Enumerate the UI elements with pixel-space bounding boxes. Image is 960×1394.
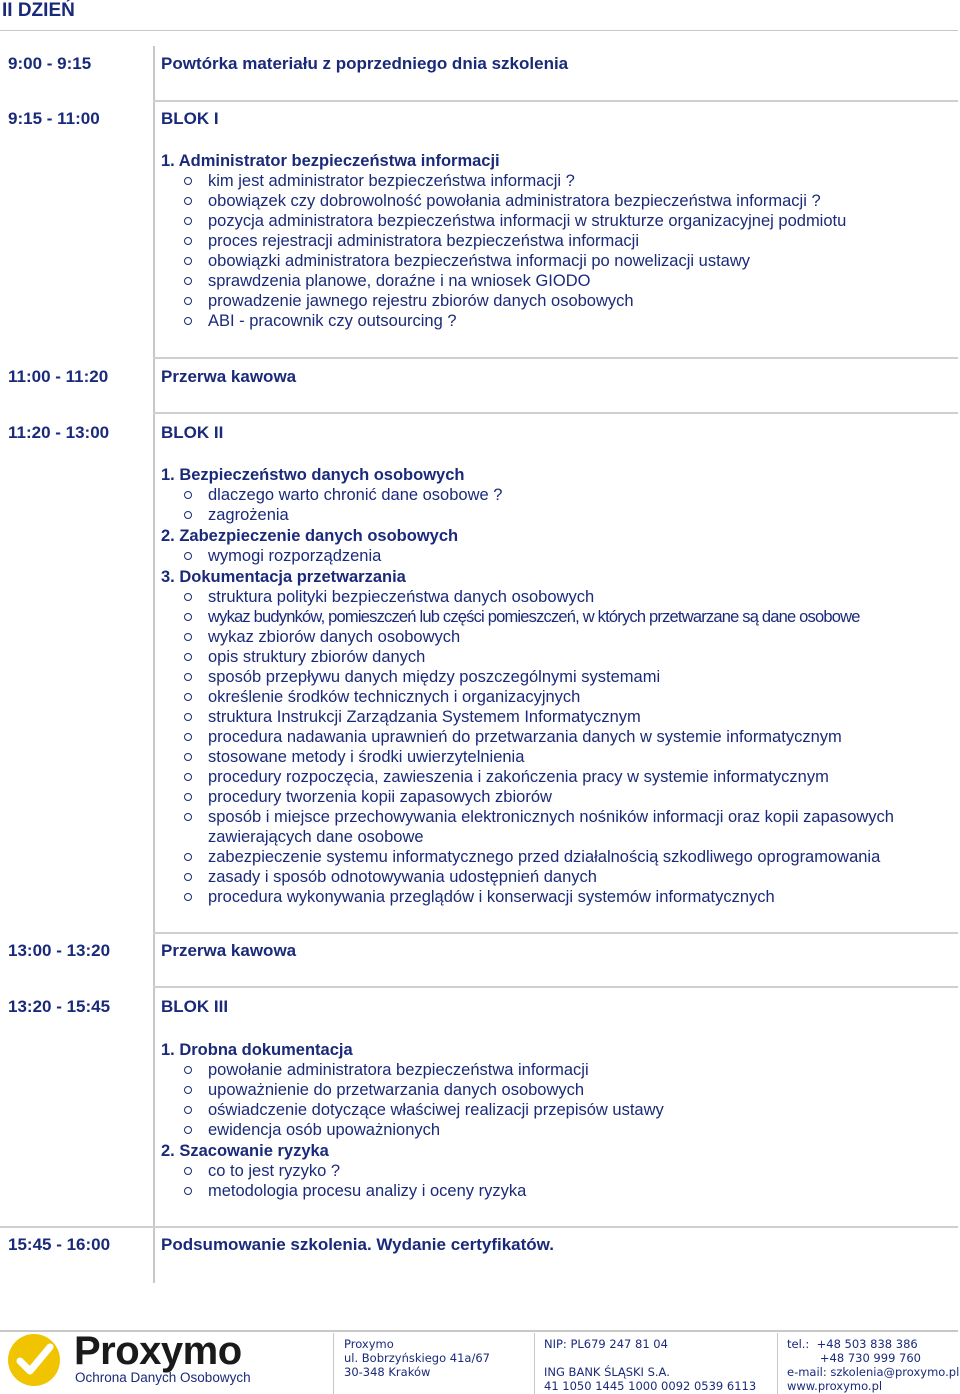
contact-line[interactable]: www.proxymo.pl [787, 1379, 883, 1393]
list-item: obowiązek czy dobrowolność powołania administratora bezpieczeństwa informacji ? [161, 191, 956, 211]
list-item: obowiązki administratora bezpieczeństwa informacji po nowelizacji ustawy [161, 251, 956, 271]
list-item: zabezpieczenie systemu informatycznego przed działalnością szkodliwego oprogramowania [161, 847, 956, 867]
contact-line: +48 730 999 760 [787, 1351, 921, 1365]
footer-separator [534, 1333, 535, 1394]
contact-line: tel.: +48 503 838 386 [787, 1337, 918, 1351]
row-divider [153, 100, 958, 102]
list-item: sposób i miejsce przechowywania elektronicznych nośników informacji oraz kopii zapasowych zawierających dane osobowe [161, 807, 956, 847]
bullet-icon [184, 873, 192, 881]
bullet-icon [184, 773, 192, 781]
bullet-icon [184, 633, 192, 641]
row-time: 11:00 - 11:20 [8, 367, 109, 386]
list-item: sposób przepływu danych między poszczególnymi systemami [161, 667, 956, 687]
row-title: BLOK II [161, 423, 224, 442]
bullet-icon [184, 177, 192, 185]
bullet-icon [184, 753, 192, 761]
row-divider [153, 932, 958, 934]
list-item: co to jest ryzyko ? [161, 1161, 956, 1181]
row-time: 9:15 - 11:00 [8, 109, 100, 128]
list-item: zasady i sposób odnotowywania udostępnień danych [161, 867, 956, 887]
list-item: wykaz budynków, pomieszczeń lub części pomieszczeń, w których przetwarzane są dane osobowe [161, 607, 956, 627]
bullet-icon [184, 257, 192, 265]
address-line: Proxymo [344, 1337, 394, 1351]
section-heading: 3. Dokumentacja przetwarzania [161, 568, 406, 586]
footer-separator [777, 1333, 778, 1394]
column-divider [153, 46, 155, 1283]
row-title: Przerwa kawowa [161, 367, 297, 386]
row-time: 15:45 - 16:00 [8, 1235, 111, 1254]
address-line: 30-348 Kraków [344, 1365, 431, 1379]
logo-wordmark: Proxymo [74, 1329, 242, 1373]
section-heading: 2. Szacowanie ryzyka [161, 1142, 329, 1160]
bullet-icon [184, 1066, 192, 1074]
bullet-icon [184, 317, 192, 325]
bullet-icon [184, 511, 192, 519]
list-item: wymogi rozporządzenia [161, 546, 956, 566]
bullet-icon [184, 653, 192, 661]
list-item: kim jest administrator bezpieczeństwa informacji ? [161, 171, 956, 191]
footer-contact [787, 1337, 959, 1393]
bullet-icon [184, 713, 192, 721]
list-item: metodologia procesu analizy i oceny ryzyka [161, 1181, 956, 1201]
list-item: procedury tworzenia kopii zapasowych zbiorów [161, 787, 956, 807]
bullet-icon [184, 813, 192, 821]
address-line: ul. Bobrzyńskiego 41a/67 [344, 1351, 490, 1365]
footer-bank [544, 1337, 756, 1393]
list-item: wykaz zbiorów danych osobowych [161, 627, 956, 647]
footer-separator [333, 1333, 334, 1394]
bullet-icon [184, 297, 192, 305]
bullet-icon [184, 673, 192, 681]
row-title: Powtórka materiału z poprzedniego dnia szkolenia [161, 54, 569, 73]
list-item: struktura polityki bezpieczeństwa danych osobowych [161, 587, 956, 607]
row-divider [153, 412, 958, 414]
list-item: określenie środków technicznych i organizacyjnych [161, 687, 956, 707]
blok2-content [161, 465, 956, 907]
bullet-icon [184, 1167, 192, 1175]
section-heading: 1. Bezpieczeństwo danych osobowych [161, 466, 465, 484]
section-heading: 1. Drobna dokumentacja [161, 1041, 353, 1059]
list-item: prowadzenie jawnego rejestru zbiorów danych osobowych [161, 291, 956, 311]
contact-line[interactable]: e-mail: szkolenia@proxymo.pl [787, 1365, 960, 1379]
bullet-icon [184, 613, 192, 621]
row-divider [153, 986, 958, 988]
bullet-icon [184, 693, 192, 701]
bullet-icon [184, 491, 192, 499]
list-item: dlaczego warto chronić dane osobowe ? [161, 485, 956, 505]
bullet-icon [184, 197, 192, 205]
list-item: opis struktury zbiorów danych [161, 647, 956, 667]
row-time: 9:00 - 9:15 [8, 54, 92, 73]
bullet-icon [184, 593, 192, 601]
bank-line [544, 1351, 756, 1365]
row-time: 11:20 - 13:00 [8, 423, 110, 442]
bullet-icon [184, 552, 192, 560]
bullet-icon [184, 893, 192, 901]
row-title: Podsumowanie szkolenia. Wydanie certyfikatów. [161, 1235, 555, 1254]
top-divider [0, 30, 958, 31]
bullet-icon [184, 1187, 192, 1195]
list-item: zagrożenia [161, 505, 956, 525]
bullet-icon [184, 237, 192, 245]
bullet-icon [184, 1086, 192, 1094]
row-title: BLOK III [161, 997, 229, 1016]
bullet-icon [184, 1106, 192, 1114]
row-divider [153, 357, 958, 359]
list-item: ewidencja osób upoważnionych [161, 1120, 956, 1140]
logo-check-icon [8, 1334, 60, 1386]
list-item: ABI - pracownik czy outsourcing ? [161, 311, 956, 331]
bank-line: 41 1050 1445 1000 0092 0539 6113 [544, 1379, 757, 1393]
day-title: II DZIEŃ [2, 0, 75, 21]
list-item: oświadczenie dotyczące właściwej realizacji przepisów ustawy [161, 1100, 956, 1120]
list-item: procedura nadawania uprawnień do przetwarzania danych w systemie informatycznym [161, 727, 956, 747]
list-item: procedura wykonywania przeglądów i konserwacji systemów informatycznych [161, 887, 956, 907]
blok1-content [161, 151, 956, 331]
list-item: pozycja administratora bezpieczeństwa informacji w strukturze organizacyjnej podmiotu [161, 211, 956, 231]
bank-line: ING BANK ŚLĄSKI S.A. [544, 1365, 670, 1379]
list-item: sprawdzenia planowe, doraźne i na wniosek GIODO [161, 271, 956, 291]
list-item: stosowane metody i środki uwierzytelnienia [161, 747, 956, 767]
row-title: BLOK I [161, 109, 219, 128]
bullet-icon [184, 1126, 192, 1134]
bullet-icon [184, 853, 192, 861]
bullet-icon [184, 217, 192, 225]
list-item: procedury rozpoczęcia, zawieszenia i zakończenia pracy w systemie informatycznym [161, 767, 956, 787]
section-heading: 2. Zabezpieczenie danych osobowych [161, 527, 459, 545]
section-heading: 1. Administrator bezpieczeństwa informacji [161, 152, 500, 170]
list-item: struktura Instrukcji Zarządzania Systemem Informatycznym [161, 707, 956, 727]
row-title: Przerwa kawowa [161, 941, 297, 960]
bullet-icon [184, 277, 192, 285]
row-time: 13:00 - 13:20 [8, 941, 111, 960]
bank-line: NIP: PL679 247 81 04 [544, 1337, 668, 1351]
blok3-content [161, 1040, 956, 1201]
row-divider [0, 1226, 958, 1228]
list-item: upoważnienie do przetwarzania danych osobowych [161, 1080, 956, 1100]
row-time: 13:20 - 15:45 [8, 997, 111, 1016]
list-item: proces rejestracji administratora bezpieczeństwa informacji [161, 231, 956, 251]
bullet-icon [184, 733, 192, 741]
footer-address [344, 1337, 490, 1379]
logo-tagline: Ochrona Danych Osobowych [75, 1370, 251, 1385]
list-item: powołanie administratora bezpieczeństwa informacji [161, 1060, 956, 1080]
bullet-icon [184, 793, 192, 801]
